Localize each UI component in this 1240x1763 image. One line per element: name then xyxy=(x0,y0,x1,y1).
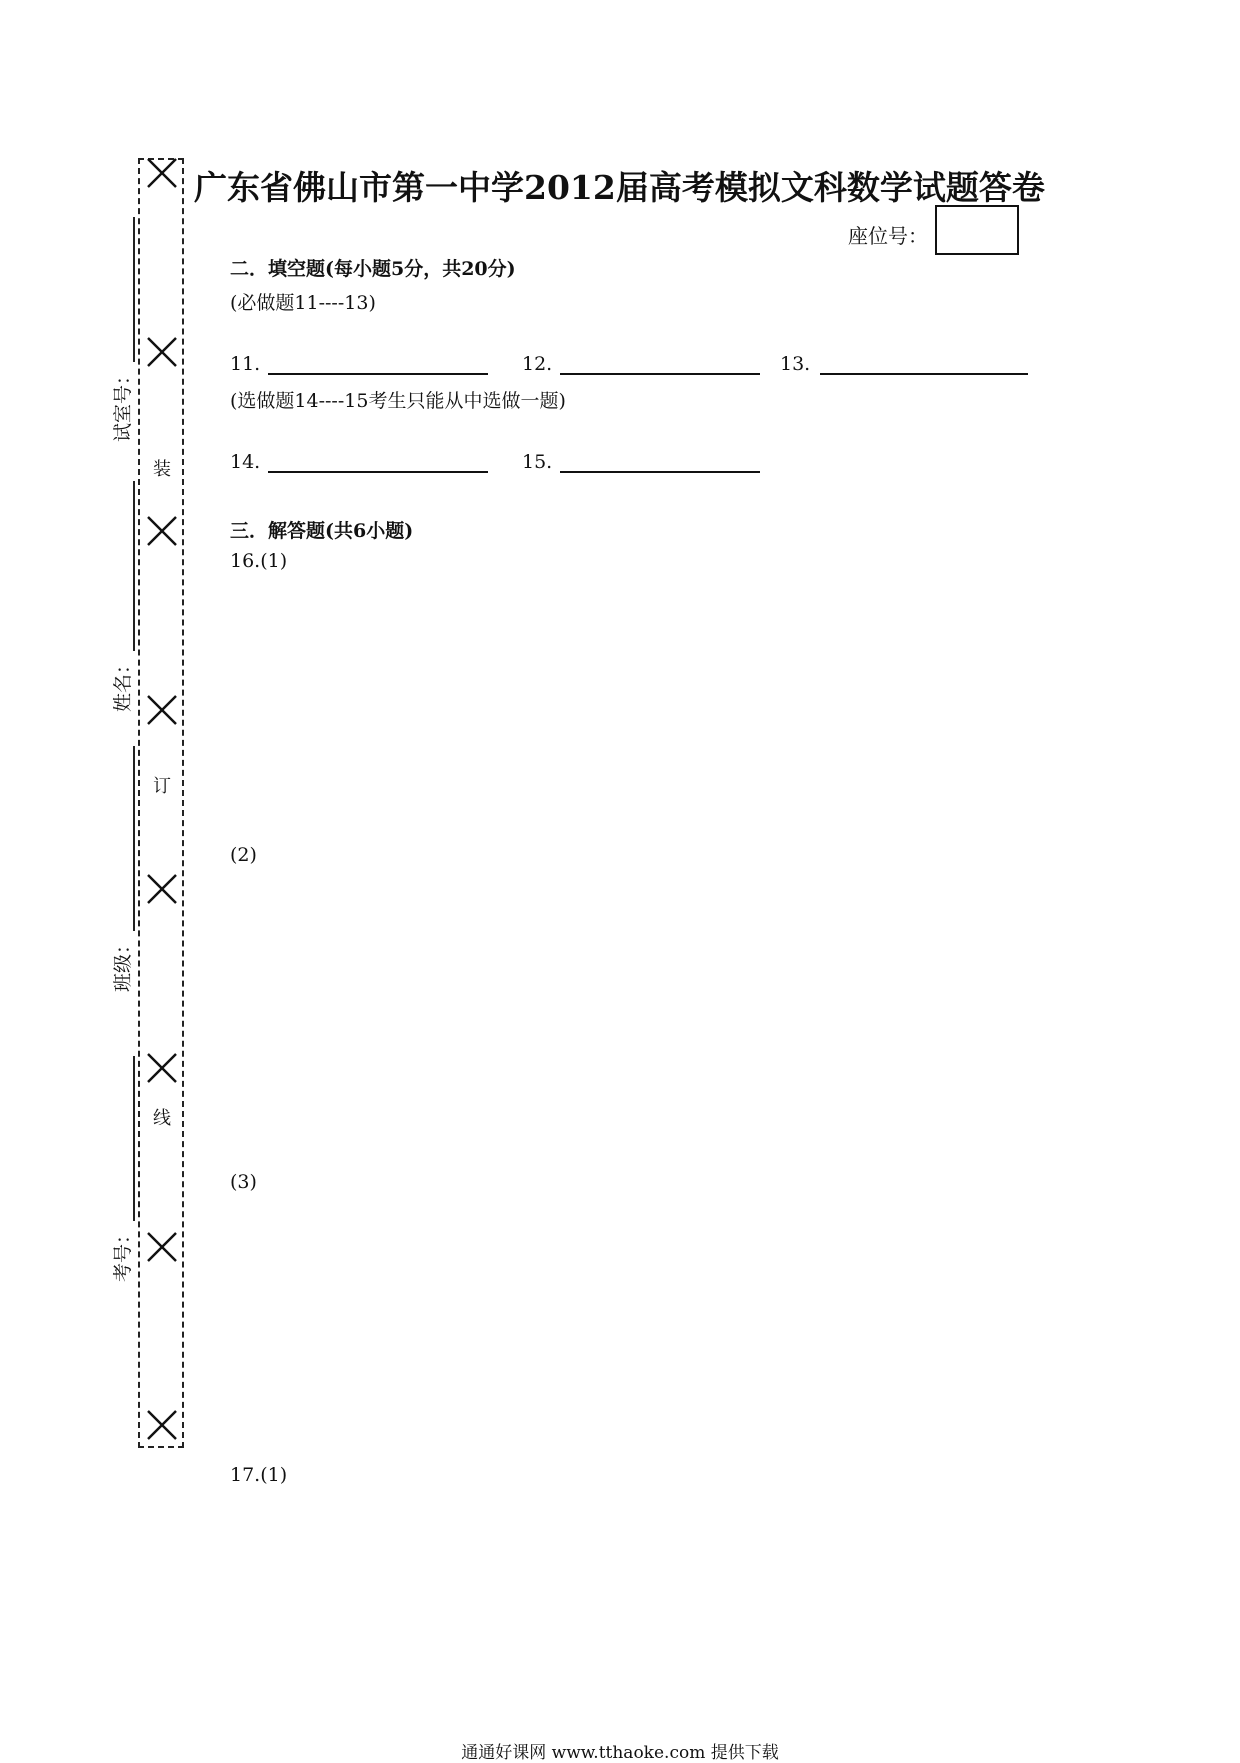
name-label: 姓名： xyxy=(112,654,134,712)
class-field xyxy=(108,746,135,992)
q14-answer-line[interactable] xyxy=(268,471,488,473)
q12-answer-line[interactable] xyxy=(560,373,760,375)
footer-text: 通通好课网 www.tthaoke.com 提供下载 xyxy=(461,1743,779,1763)
exam-number-line[interactable] xyxy=(119,1056,135,1221)
x-mark-icon xyxy=(145,1408,179,1442)
q12-label: 12. xyxy=(522,353,553,375)
q17-part1-label: 17.(1) xyxy=(230,1464,288,1486)
exam-room-line[interactable] xyxy=(119,217,135,362)
seat-number-box[interactable] xyxy=(935,205,1019,255)
q16-part2-label: (2) xyxy=(230,844,257,866)
x-mark-icon xyxy=(145,872,179,906)
exam-room-field xyxy=(108,217,135,442)
binding-char-ding: 订 xyxy=(153,776,171,797)
x-mark-icon xyxy=(145,1051,179,1085)
q14-label: 14. xyxy=(230,451,261,473)
seat-number-label: 座位号： xyxy=(848,224,928,248)
exam-number-label: 考号： xyxy=(112,1224,134,1282)
q13-answer-line[interactable] xyxy=(820,373,1028,375)
binding-char-zhuang: 装 xyxy=(153,459,171,480)
x-mark-icon xyxy=(145,1230,179,1264)
page-title: 广东省佛山市第一中学2012届高考模拟文科数学试题答卷 xyxy=(194,168,1045,207)
section-3-heading: 三．解答题(共6小题) xyxy=(230,520,414,542)
q16-part3-label: (3) xyxy=(230,1171,257,1193)
section-2-heading: 二．填空题(每小题5分，共20分) xyxy=(230,258,516,280)
q16-part1-label: 16.(1) xyxy=(230,550,288,572)
binding-char-xian: 线 xyxy=(153,1108,171,1129)
name-field xyxy=(108,481,135,712)
q13-label: 13. xyxy=(780,353,811,375)
name-line[interactable] xyxy=(119,481,135,651)
class-line[interactable] xyxy=(119,746,135,931)
optional-note: (选做题14----15考生只能从中选做一题) xyxy=(230,390,566,412)
x-mark-icon xyxy=(145,693,179,727)
class-label: 班级： xyxy=(112,934,134,992)
x-mark-icon xyxy=(145,156,179,190)
exam-room-label: 试室号： xyxy=(112,365,134,442)
exam-number-field xyxy=(108,1056,135,1282)
q11-answer-line[interactable] xyxy=(268,373,488,375)
q11-label: 11. xyxy=(230,353,261,375)
q15-label: 15. xyxy=(522,451,553,473)
q15-answer-line[interactable] xyxy=(560,471,760,473)
x-mark-icon xyxy=(145,514,179,548)
required-note: (必做题11----13) xyxy=(230,292,376,314)
x-mark-icon xyxy=(145,335,179,369)
